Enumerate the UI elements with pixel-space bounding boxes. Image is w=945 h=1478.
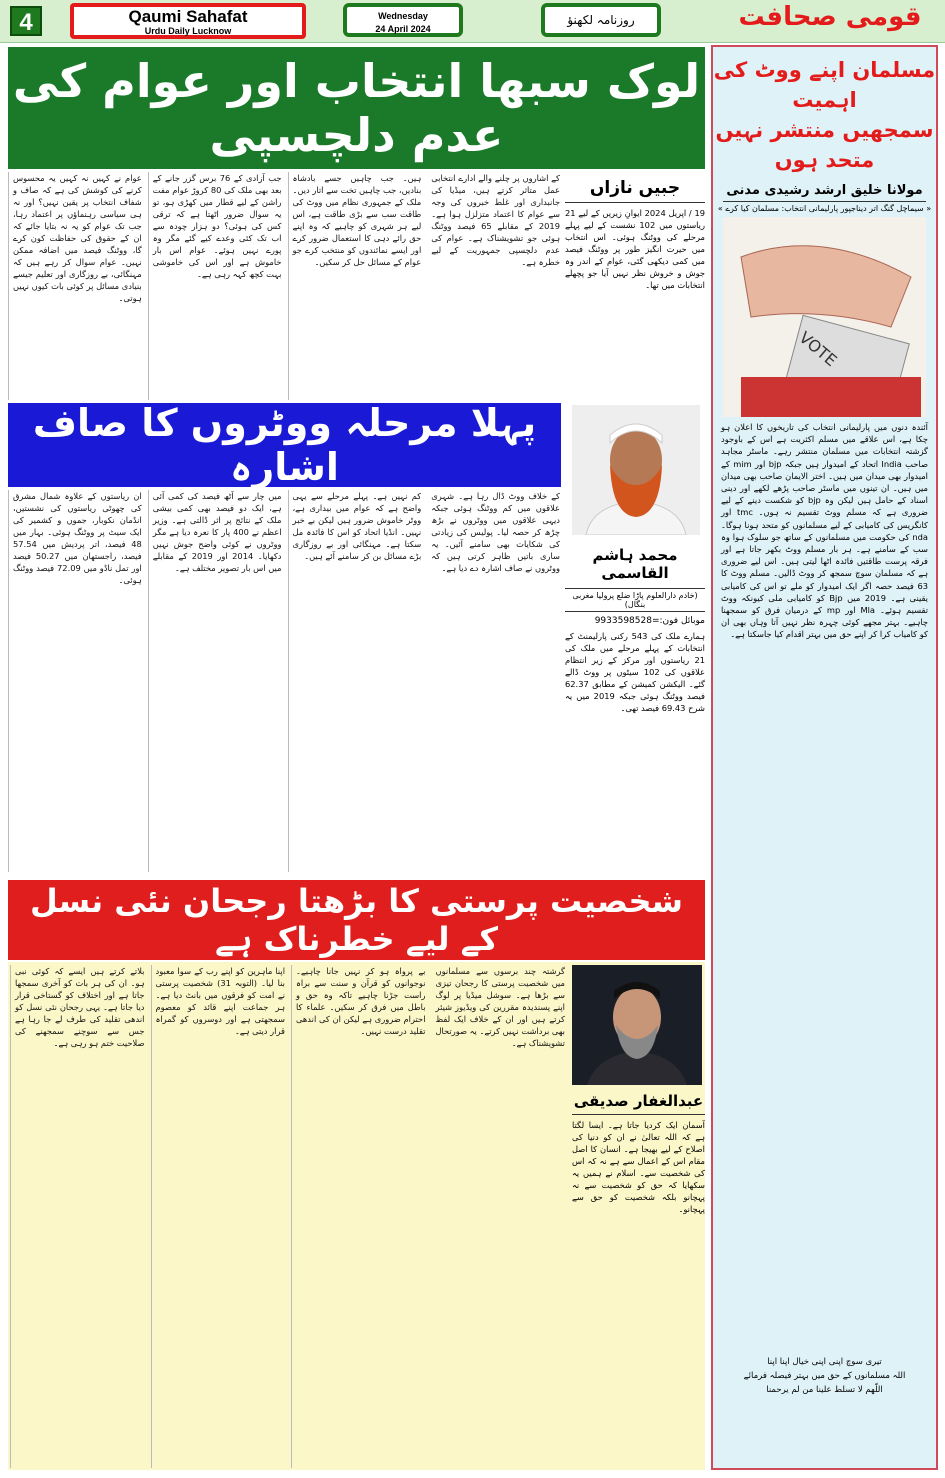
author-photo: [572, 965, 702, 1085]
text-column: جب آزادی کے 76 برس گزر جانے کے بعد بھی ملک کی 80 کروڑ عوام مفت راشن کے لیے قطار میں کھڑی ہو، تو یہ سوال ضرور اٹھتا ہے کہ ترقی کس کی ہوئی؟ دو ہزار چودہ سے اب تک کئی وعدے کیے گئے مگر وہ پورے نہیں ہوئے۔ عوام اس بار خاموش ہے اور اس کی خاموشی بہت کچھ کہہ رہی ہے۔: [148, 172, 282, 400]
text-column: کے خلاف ووٹ ڈال رہا ہے۔ شہری علاقوں میں کم ووٹنگ ہوئی جبکہ دیہی علاقوں میں ووٹروں نے بڑھ چڑھ کر حصہ لیا۔ پولیس کی زیادتی کی شکایات بھی سامنے آئیں۔ یہ ساری باتیں ظاہر کرتی ہیں کہ ووٹروں نے صاف اشارہ دے دیا ہے۔: [431, 491, 560, 573]
couplet-line: تیری سوچ اپنی اپنی خیال اپنا اپنا: [767, 1357, 882, 1367]
couplet-line: اللّھم لا تسلط علینا من لم یرحمنا: [766, 1385, 883, 1395]
date: 24 April 2024: [375, 24, 431, 34]
text-column: کے اشاروں پر چلنے والے ادارے انتخابی عمل متاثر کرتے ہیں، میڈیا کی جانبداری اور غلط خبروں کی وجہ سے عوام کا اعتماد متزلزل ہوا ہے۔ 2019 کے مقابلے 65 فیصد ووٹنگ ہوئی جو تشویشناک ہے۔ عوام کی عدم دلچسپی جمہوریت کے لیے خطرہ ہے۔: [431, 173, 560, 267]
author-phone: موبائل فون:=9933598528: [594, 616, 705, 626]
headline-1: لوک سبھا انتخاب اور عوام کی عدم دلچسپی: [8, 47, 705, 169]
newspaper-name: Qaumi Sahafat: [128, 7, 248, 26]
urdu-logo: قومی صحافت: [738, 2, 922, 32]
author-name: عبدالغفار صدیقی: [572, 1088, 705, 1115]
english-nameplate: [70, 3, 306, 39]
article-2-columns: [8, 490, 560, 872]
text-column: آسمان ایک کردیا جاتا ہے۔ ایسا لگتا ہے کہ اللہ تعالیٰ نے ان کو دنیا کی اصلاح کے لیے بھیجا ہے۔ انسان کا اصل مقام اس کے اعمال سے ہے نہ کہ اس کی شخصیت سے۔ اسلام نے ہمیں یہ سکھایا کہ حق کو شخصیت سے نہ پہچانو بلکہ شخصیت کو حق سے پہچانو۔: [572, 1120, 705, 1214]
newspaper-subtitle: Urdu Daily Lucknow: [144, 26, 232, 36]
headline-3: شخصیت پرستی کا بڑھتا رجحان نئی نسل کے لیے خطرناک ہے: [8, 880, 705, 960]
text-column: میں چار سے آٹھ فیصد کی کمی آئی ہے، ایک دو فیصد بھی کمی بیشی ملک کے نتائج پر اثر ڈالتی ہے۔ وزیر اعظم نے 400 پار کا نعرہ دیا ہے مگر ووٹروں نے کوئی واضح جوش نہیں دکھایا۔ 2014 اور 2019 کے مقابلے میں اس بار تصویر مختلف ہے۔: [148, 490, 282, 872]
weekday: Wednesday: [378, 11, 428, 21]
sidebar-body: آئندہ دنوں میں پارلیمانی انتخاب کی تاریخوں کا اعلان ہو چکا ہے، اس علاقے میں مسلم اکثریت ہے اس کے باوجود گزشتہ انتخابات میں مسلمان منتشر رہے۔ ماسٹر مجاہد صاحب India اتحاد کے امیدوار ہیں جبکہ bjp اور mim کے امیدوار بھی میدان میں ہیں۔ اختر الایمان صاحب بھی میدان میں ہیں۔ ان تینوں میں ماسٹر صاحب پڑھے لکھے اور دینی اسناد کے حامل ہیں لیکن وہ bjp کو شکست دینے کے لیے ضروری ہے کہ مسلم ووٹ تقسیم نہ ہوں۔ tmc اور کانگریس کی کامیابی کے لیے مسلمانوں کو متحد ہونا ہوگا۔ nda کی حکومت میں مسلمانوں کے ساتھ جو سلوک ہوا وہ سب کے سامنے ہے۔ ہر بار مسلم ووٹ بکھر جاتا ہے اور فرقہ پرست طاقتیں فائدہ اٹھا لیتی ہیں۔ اس لیے ضروری ہے کہ مسلمان سوچ سمجھ کر ووٹ ڈالیں۔ مسلم ووٹ کا 63 فیصد حصہ اگر ایک امیدوار کو ملے تو اس کی کامیابی یقینی ہے۔ 2019 میں Bjp کو کامیابی ملی کیونکہ ووٹ تقسیم ہوئے۔ Mla اور mp کے درمیان فرق کو سمجھنا چاہیے۔ بہتر مجھے کوئی چہرہ نظر نہیں آتا وہاں بھی ان کو کامیاب کرا کر اپنے حق میں بہتر اقدام کیا جاسکتا ہے۔: [721, 422, 929, 640]
text-column: ہمارے ملک کی 543 رکنی پارلیمنٹ کے انتخابات کے پہلے مرحلے میں ملک کی 21 ریاستوں اور مرکز کے زیر انتظام علاقوں کی 102 سیٹوں پر ووٹ ڈالے گئے۔ الیکشن کمیشن کے مطابق 62.37 فیصد ووٹنگ ہوئی جبکہ 2019 میں یہ شرح 69.43 فیصد تھی۔: [565, 631, 705, 713]
author-box-1: [565, 172, 705, 400]
author-box-3: [572, 1088, 705, 1468]
roznama-box: روزنامہ لکھنؤ: [541, 3, 661, 37]
author-name: جبیں نازاں: [565, 172, 705, 203]
article-3-columns: [10, 965, 565, 1468]
author-name: محمد ہاشم القاسمی: [592, 546, 678, 582]
closing-couplet: [713, 1355, 936, 1397]
sidebar-kicker: « سیماچل گنگ اتر دیناجپور پارلیمانی انتخاب: مسلمان کیا کرے »: [717, 204, 932, 213]
text-column: بے پرواہ ہو کر نہیں جانا چاہیے۔ نوجوانوں کو قرآن و سنت سے براہ راست جڑنا چاہیے تاکہ وہ حق و باطل میں فرق کر سکیں۔ علماء کا احترام ضروری ہے لیکن ان کی اندھی تقلید درست نہیں۔: [291, 965, 426, 1468]
text-column: ہیں۔ جب چاہیں جسے بادشاہ بنادیں، جب چاہیں تخت سے اتار دیں۔ ملک کے جمہوری نظام میں ووٹ کی طاقت سب سے بڑی طاقت ہے، اس لیے ہر شہری کو چاہیے کہ وہ اپنے حق رائے دہی کا استعمال ضرور کرے اور ایسے نمائندوں کو منتخب کرے جو عوام کے مسائل حل کر سکیں۔: [288, 172, 422, 400]
sidebar-headline-line2: سمجھیں منتشر نہیں متحد ہوں: [715, 118, 934, 172]
vote-text: VOTE: [795, 327, 841, 371]
page-number: 4: [10, 6, 42, 36]
sidebar-author: مولانا خلیق ارشد رشیدی مدنی: [723, 183, 926, 202]
text-column: بلاتے کرتے ہیں ایسے کہ کوئی نبی ہو۔ ان کی ہر بات کو آخری سمجھا جاتا ہے اور اختلاف کو گستاخی قرار دیا جاتا ہے۔ یہی رجحان نئی نسل کو اندھی تقلید کی طرف لے جا رہا ہے جس سے سوچنے سمجھنے کی صلاحیت ختم ہو رہی ہے۔: [10, 965, 145, 1468]
sidebar-article: [711, 45, 938, 1470]
author-photo: [572, 405, 700, 535]
text-column: گرشتہ چند برسوں سے مسلمانوں میں شخصیت پرستی کا رجحان تیزی سے بڑھا ہے۔ سوشل میڈیا پر لوگ اپنے پسندیدہ مقررین کی ویڈیوز شیئر کرتے ہیں اور ان کے خلاف ایک لفظ بھی برداشت نہیں کرتے۔ یہ صورتحال تشویشناک ہے۔: [435, 966, 565, 1048]
author-affiliation: (خادم دارالعلوم پاڑا ضلع پرولیا مغربی بنگال): [565, 588, 705, 612]
article-1-columns: [8, 172, 560, 400]
text-column: عوام نے کہیں نہ کہیں یہ محسوس کرنے کی کوشش کی ہے کہ صاف و شفاف انتخاب پر یقین نہیں؟ اور نہ ہی سیاسی رہنماؤں پر اعتماد رہا، جب تک عوام کو یہ نہ بتایا جائے کہ ان کے حقوق کی حفاظت کون کرے گا، ووٹنگ فیصد میں اضافہ ممکن نہیں۔ عوام سوال کر رہے ہیں کہ مہنگائی، بے روزگاری اور تعلیم جیسے بنیادی مسائل پر کوئی بات کیوں نہیں ہوتی۔: [8, 172, 142, 400]
couplet-line: اللہ مسلمانوں کے حق میں بہتر فیصلہ فرمائے: [743, 1371, 906, 1381]
date-box: [343, 3, 463, 37]
headline-2: پہلا مرحلہ ووٹروں کا صاف اشارہ: [8, 403, 561, 487]
article-lead: 19 / اپریل 2024 ایوانِ زیریں کے لیے 21 ریاستوں میں 102 نشست کے لیے پہلے مرحلے کی ووٹنگ ہوئی۔ اس انتخاب میں حیرت انگیز طور پر ووٹنگ فیصد میں کمی دیکھی گئی، عوام کے اندر وہ جوش و خروش نظر نہیں آیا جو پچھلے انتخابات میں تھا۔: [565, 208, 705, 290]
vote-illustration: [723, 217, 926, 417]
masthead-bar: [0, 0, 945, 43]
text-column: کم نہیں ہے۔ پہلے مرحلے سے یہی واضح ہے کہ عوام میں بیداری ہے، ووٹر خاموش ضرور ہیں لیکن بے خبر نہیں۔ انڈیا اتحاد کو اس کا فائدہ مل سکتا ہے۔ مہنگائی اور بے روزگاری بڑے مسائل بن کر سامنے آئے ہیں۔: [288, 490, 422, 872]
sidebar-headline-line1: مسلمان اپنے ووٹ کی اہمیت: [713, 58, 936, 112]
text-column: ان ریاستوں کے علاوہ شمال مشرق کی چھوٹی ریاستوں کی نشستیں، انڈمان نکوبار، جموں و کشمیر کی ایک سیٹ پر ووٹنگ ہوئی۔ بہار میں 48 فیصد، اتر پردیش میں 57.54 فیصد، راجستھان میں 50.27 فیصد اور تمل ناڈو میں 72.09 فیصد ووٹنگ ہوئی۔: [8, 490, 142, 872]
author-box-2: [565, 540, 705, 875]
text-column: اپنا ماہرین کو اپنے رب کے سوا معبود بنا لیا۔ (التوبہ 31) شخصیت پرستی نے امت کو فرقوں میں بانٹ دیا ہے۔ ہر جماعت اپنے قائد کو معصوم سمجھتی ہے اور دوسروں کو گمراہ قرار دیتی ہے۔: [151, 965, 286, 1468]
